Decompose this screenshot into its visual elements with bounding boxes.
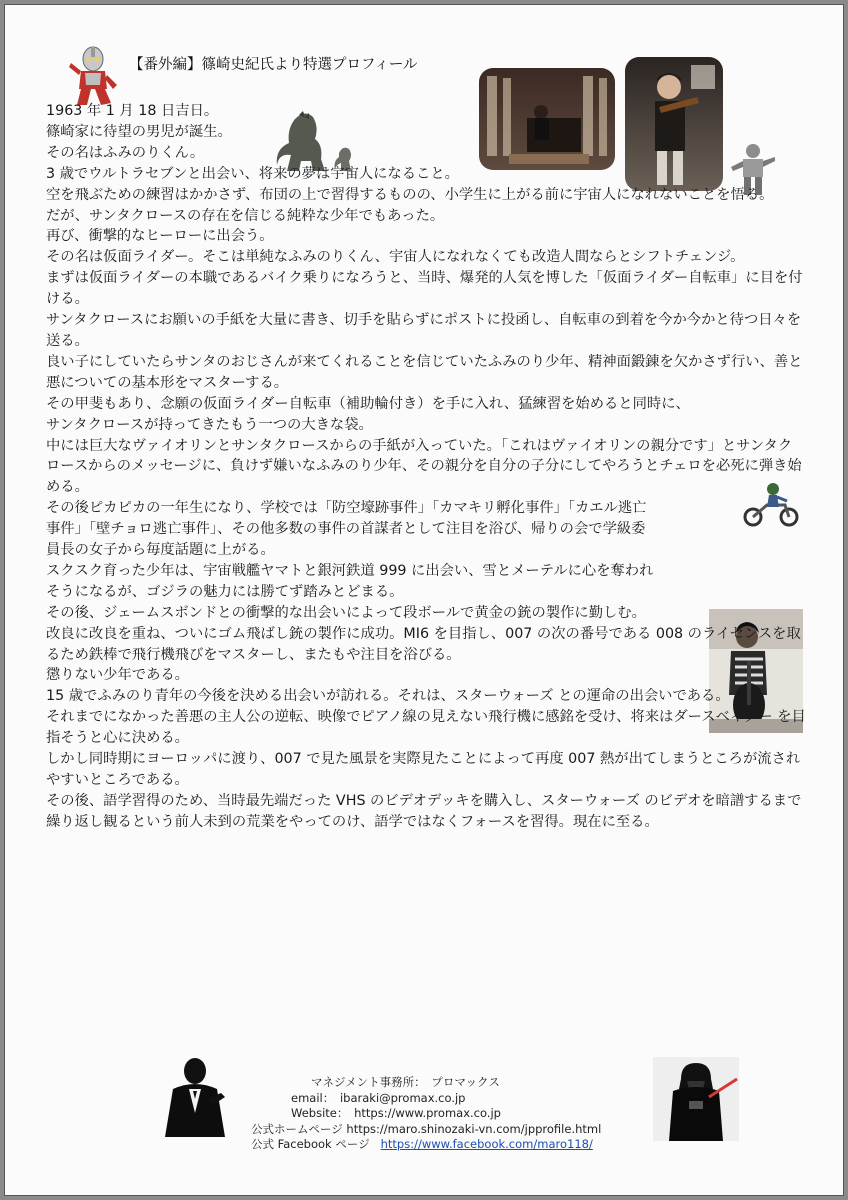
facebook-label: 公式 Facebook ページ	[251, 1137, 370, 1152]
paragraph: 中には巨大なヴァイオリンとサンタクロースからの手紙が入っていた。「これはヴァイオリンの親分です」とサンタクロースからのメッセージに、負けず嫌いなふみのり少年、その親分を自分の子分にしてやろうとチェロを必死に弾き始める。	[46, 437, 802, 496]
paragraph: 再び、衝撃的なヒーローに出会う。	[46, 228, 274, 245]
contact-website: Website： https://www.promax.co.jp	[291, 1106, 501, 1121]
paragraph: 空を飛ぶための練習はかかさず、布団の上で習得するものの、小学生に上がる前に宇宙人になれないことを悟る。	[46, 186, 774, 203]
ultraman-figure-icon	[67, 45, 121, 107]
paragraph: その名はふみのりくん。	[46, 144, 205, 161]
paragraph: 改良に改良を重ね、ついにゴム飛ばし銃の製作に成功。MI6 を目指し、007 の次の番号である 008 のライセンスを取るため鉄棒で飛行機飛びをマスターし、またもや注目を浴びる。	[46, 625, 801, 663]
facebook-link[interactable]: https://www.facebook.com/maro118/	[380, 1137, 593, 1152]
paragraph: しかし同時期にヨーロッパに渡り、007 で見た風景を実際見たことによって再度 007 熱が出てしまうところが流されやすいところである。	[46, 751, 801, 788]
paragraph: 懲りない少年である。	[46, 667, 189, 684]
page-title: 【番外編】篠崎史紀氏より特選プロフィール	[129, 57, 418, 73]
paragraph: 員長の女子から毎度話題に上がる。	[46, 542, 275, 559]
spy-silhouette-icon	[155, 1055, 235, 1137]
management-office: マネジメント事務所： プロマックス	[311, 1075, 500, 1089]
contact-footer	[251, 1075, 631, 1153]
paragraph: その甲斐もあり、念願の仮面ライダー自転車（補助輪付き）を手に入れ、猛練習を始めると同時に、	[46, 395, 690, 412]
paragraph: それまでになかった善悪の主人公の逆転、映像でピアノ線の見えない飛行機に感銘を受け、将来はダースベイダー を目指そうと心に決める。	[46, 709, 806, 747]
paragraph: その後、語学習得のため、当時最先端だった VHS のビデオデッキを購入し、スターウォーズ のビデオを暗譜するまで繰り返し観るという前人未到の荒業をやってのけ、語学ではなくフォースを習得。現在に至る。	[46, 792, 802, 830]
biography-text	[46, 101, 806, 833]
paragraph: 事件」「壁チョロ逃亡事件」、その他多数の事件の首謀者として注目を浴び、帰りの会で学級委	[46, 521, 646, 538]
paragraph: 1963 年 1 月 18 日吉日。	[46, 103, 219, 119]
contact-email: email： ibaraki@promax.co.jp	[291, 1090, 466, 1105]
paragraph: 良い子にしていたらサンタのおじさんが来てくれることを信じていたふみのり少年、精神面鍛錬を欠かさず行い、善と悪についての基本形をマスターする。	[46, 353, 803, 391]
official-homepage: 公式ホームページ https://maro.shinozaki-vn.com/jpprofile.html	[251, 1121, 602, 1136]
profile-page	[4, 4, 844, 1196]
paragraph: その後ピカピカの一年生になり、学校では「防空壕跡事件」「カマキリ孵化事件」「カエル逃亡	[46, 500, 647, 517]
paragraph: スクスク育った少年は、宇宙戦艦ヤマトと銀河鉄道 999 に出会い、雪とメーテルに心を奪われ	[46, 562, 654, 579]
paragraph: そうになるが、ゴジラの魅力には勝てず踏みとどまる。	[46, 583, 404, 600]
paragraph: サンタクロースが持ってきたもう一つの大きな袋。	[46, 416, 373, 433]
paragraph: 篠崎家に待望の男児が誕生。	[46, 123, 232, 140]
paragraph: 15 歳でふみのり青年の今後を決める出会いが訪れる。それは、スターウォーズ との運命の出会いである。	[46, 688, 730, 705]
paragraph: その名は仮面ライダー。そこは単純なふみのりくん、宇宙人になれなくても改造人間ならとシフトチェンジ。	[46, 249, 745, 266]
paragraph: その後、ジェームスボンドとの衝撃的な出会いによって段ボールで黄金の銃の製作に勤しむ。	[46, 604, 646, 621]
paragraph: だが、サンタクロースの存在を信じる純粋な少年でもあった。	[46, 207, 445, 224]
paragraph: サンタクロースにお願いの手紙を大量に書き、切手を貼らずにポストに投函し、自転車の到着を今か今かと待つ日々を送る。	[46, 312, 802, 349]
paragraph: 3 歳でウルトラセブンと出会い、将来の夢は宇宙人になること。	[46, 165, 459, 182]
paragraph: まずは仮面ライダーの本職であるバイク乗りになろうと、当時、爆発的人気を博した「仮面ライダー自転車」に目を付ける。	[46, 270, 803, 308]
vader-figure-icon	[653, 1057, 739, 1141]
